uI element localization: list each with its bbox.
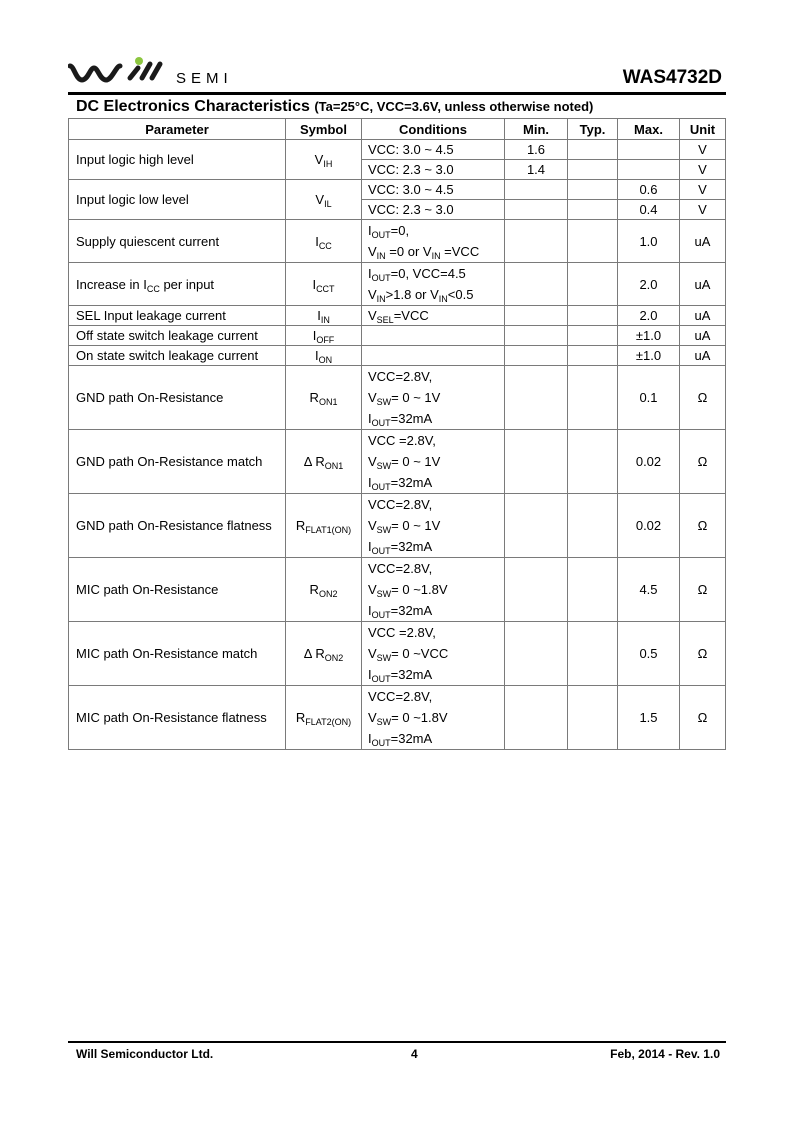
- symbol-cell: Δ $R_{ON2}$: [286, 622, 362, 686]
- param-cell: Increase in $I_{CC}$ per input: [69, 263, 286, 306]
- max-cell: 4.5: [618, 558, 680, 622]
- param-cell: Supply quiescent current: [69, 220, 286, 263]
- min-cell: [505, 622, 568, 686]
- unit-cell: Ω: [680, 366, 726, 430]
- typ-cell: [568, 326, 618, 346]
- typ-cell: [568, 140, 618, 160]
- symbol-cell: $R_{FLAT2(ON)}$: [286, 686, 362, 750]
- part-number: WAS4732D: [622, 67, 722, 88]
- max-cell: 0.4: [618, 200, 680, 220]
- unit-cell: Ω: [680, 494, 726, 558]
- conditions-cell: VCC =2.8V, $V_{SW}= 0$ ~ 1V $I_{OUT}=32mA$: [362, 430, 505, 494]
- max-cell: 2.0: [618, 306, 680, 326]
- symbol-cell: $R_{ON1}$: [286, 366, 362, 430]
- table-row: [69, 430, 726, 494]
- max-cell: [618, 140, 680, 160]
- footer-rule: [68, 1041, 726, 1043]
- param-cell: MIC path On-Resistance match: [69, 622, 286, 686]
- unit-cell: uA: [680, 326, 726, 346]
- min-cell: [505, 558, 568, 622]
- typ-cell: [568, 686, 618, 750]
- header-min: Min.: [505, 119, 568, 140]
- conditions-cell: $I_{OUT}=0$, $V_{IN} =0$ or $V_{IN} =VCC$: [362, 220, 505, 263]
- max-cell: ±1.0: [618, 346, 680, 366]
- unit-cell: Ω: [680, 622, 726, 686]
- header-unit: Unit: [680, 119, 726, 140]
- unit-cell: uA: [680, 220, 726, 263]
- max-cell: 1.5: [618, 686, 680, 750]
- max-cell: ±1.0: [618, 326, 680, 346]
- symbol-cell: $I_{OFF}$: [286, 326, 362, 346]
- typ-cell: [568, 160, 618, 180]
- symbol-cell: $I_{CCT}$: [286, 263, 362, 306]
- max-cell: 1.0: [618, 220, 680, 263]
- logo-i-stroke: [130, 68, 138, 78]
- symbol-cell: $V_{IL}$: [286, 180, 362, 220]
- min-cell: [505, 346, 568, 366]
- header-typ: Typ.: [568, 119, 618, 140]
- header-max: Max.: [618, 119, 680, 140]
- table-row: [69, 622, 726, 686]
- param-cell: Input logic low level: [69, 180, 286, 220]
- min-cell: [505, 200, 568, 220]
- typ-cell: [568, 306, 618, 326]
- max-cell: 0.1: [618, 366, 680, 430]
- param-cell: On state switch leakage current: [69, 346, 286, 366]
- table-row: [69, 263, 726, 306]
- symbol-cell: $R_{FLAT1(ON)}$: [286, 494, 362, 558]
- symbol-cell: $I_{IN}$: [286, 306, 362, 326]
- param-cell: Off state switch leakage current: [69, 326, 286, 346]
- unit-cell: uA: [680, 346, 726, 366]
- typ-cell: [568, 180, 618, 200]
- conditions-cell: VCC: 3.0 ~ 4.5: [362, 180, 505, 200]
- conditions-cell: VCC: 2.3 ~ 3.0: [362, 160, 505, 180]
- section-conditions: (Ta=25°C, VCC=3.6V, unless otherwise noted): [314, 99, 594, 114]
- max-cell: 2.0: [618, 263, 680, 306]
- section-title: [76, 98, 593, 116]
- min-cell: [505, 494, 568, 558]
- conditions-cell: VCC=2.8V, $V_{SW}= 0$ ~ 1V $I_{OUT}=32mA$: [362, 366, 505, 430]
- footer-revision: Feb, 2014 - Rev. 1.0: [610, 1047, 720, 1061]
- table-row: [69, 558, 726, 622]
- typ-cell: [568, 366, 618, 430]
- section-title-text: DC Electronics Characteristics: [76, 98, 310, 115]
- footer-page-number: 4: [411, 1047, 418, 1061]
- symbol-cell: $I_{CC}$: [286, 220, 362, 263]
- header-rule: [68, 92, 726, 95]
- symbol-cell: Δ $R_{ON1}$: [286, 430, 362, 494]
- conditions-cell: VCC=2.8V, $V_{SW}= 0$ ~1.8V $I_{OUT}=32mA$: [362, 558, 505, 622]
- min-cell: [505, 326, 568, 346]
- logo-w-mark: [70, 66, 120, 80]
- min-cell: [505, 220, 568, 263]
- typ-cell: [568, 494, 618, 558]
- conditions-cell: $V_{SEL}=VCC$: [362, 306, 505, 326]
- table-row: [69, 686, 726, 750]
- symbol-cell: $R_{ON2}$: [286, 558, 362, 622]
- unit-cell: Ω: [680, 686, 726, 750]
- typ-cell: [568, 263, 618, 306]
- conditions-cell: $I_{OUT}=0$, VCC=4.5 $V_{IN}>1.8$ or $V_{IN}<0.5$: [362, 263, 505, 306]
- max-cell: 0.02: [618, 430, 680, 494]
- logo-l1-stroke: [142, 64, 150, 78]
- typ-cell: [568, 346, 618, 366]
- unit-cell: V: [680, 160, 726, 180]
- unit-cell: uA: [680, 306, 726, 326]
- max-cell: 0.02: [618, 494, 680, 558]
- param-cell: MIC path On-Resistance: [69, 558, 286, 622]
- unit-cell: Ω: [680, 558, 726, 622]
- typ-cell: [568, 622, 618, 686]
- max-cell: 0.6: [618, 180, 680, 200]
- table-row: [69, 220, 726, 263]
- table-row: [69, 494, 726, 558]
- header-parameter: Parameter: [69, 119, 286, 140]
- conditions-cell: VCC: 2.3 ~ 3.0: [362, 200, 505, 220]
- unit-cell: V: [680, 180, 726, 200]
- unit-cell: V: [680, 200, 726, 220]
- typ-cell: [568, 220, 618, 263]
- min-cell: [505, 263, 568, 306]
- header-conditions: Conditions: [362, 119, 505, 140]
- conditions-cell: VCC=2.8V, $V_{SW}= 0$ ~1.8V $I_{OUT}=32mA$: [362, 686, 505, 750]
- unit-cell: Ω: [680, 430, 726, 494]
- dc-characteristics-table: [68, 118, 726, 750]
- table-row: [69, 326, 726, 346]
- param-cell: GND path On-Resistance flatness: [69, 494, 286, 558]
- conditions-cell: [362, 346, 505, 366]
- conditions-cell: VCC =2.8V, $V_{SW}= 0$ ~VCC $I_{OUT}=32mA$: [362, 622, 505, 686]
- table-row: [69, 306, 726, 326]
- footer-company: Will Semiconductor Ltd.: [76, 1047, 214, 1061]
- table-row: [69, 366, 726, 430]
- max-cell: [618, 160, 680, 180]
- typ-cell: [568, 558, 618, 622]
- param-cell: GND path On-Resistance: [69, 366, 286, 430]
- header-symbol: Symbol: [286, 119, 362, 140]
- param-cell: Input logic high level: [69, 140, 286, 180]
- min-cell: [505, 306, 568, 326]
- symbol-cell: $I_{ON}$: [286, 346, 362, 366]
- symbol-cell: $V_{IH}$: [286, 140, 362, 180]
- param-cell: SEL Input leakage current: [69, 306, 286, 326]
- table-row: [69, 180, 726, 200]
- typ-cell: [568, 200, 618, 220]
- unit-cell: V: [680, 140, 726, 160]
- min-cell: [505, 366, 568, 430]
- max-cell: 0.5: [618, 622, 680, 686]
- min-cell: [505, 686, 568, 750]
- param-cell: GND path On-Resistance match: [69, 430, 286, 494]
- min-cell: 1.6: [505, 140, 568, 160]
- will-semi-logo: [68, 56, 268, 90]
- logo-green-dot: [135, 57, 143, 65]
- logo-l2-stroke: [152, 64, 160, 78]
- min-cell: [505, 180, 568, 200]
- logo-text: SEMI: [176, 70, 233, 87]
- table-row: [69, 346, 726, 366]
- min-cell: 1.4: [505, 160, 568, 180]
- typ-cell: [568, 430, 618, 494]
- conditions-cell: VCC=2.8V, $V_{SW}= 0$ ~ 1V $I_{OUT}=32mA$: [362, 494, 505, 558]
- conditions-cell: VCC: 3.0 ~ 4.5: [362, 140, 505, 160]
- min-cell: [505, 430, 568, 494]
- table-row: [69, 140, 726, 160]
- conditions-cell: [362, 326, 505, 346]
- param-cell: MIC path On-Resistance flatness: [69, 686, 286, 750]
- unit-cell: uA: [680, 263, 726, 306]
- table-header-row: [69, 119, 726, 140]
